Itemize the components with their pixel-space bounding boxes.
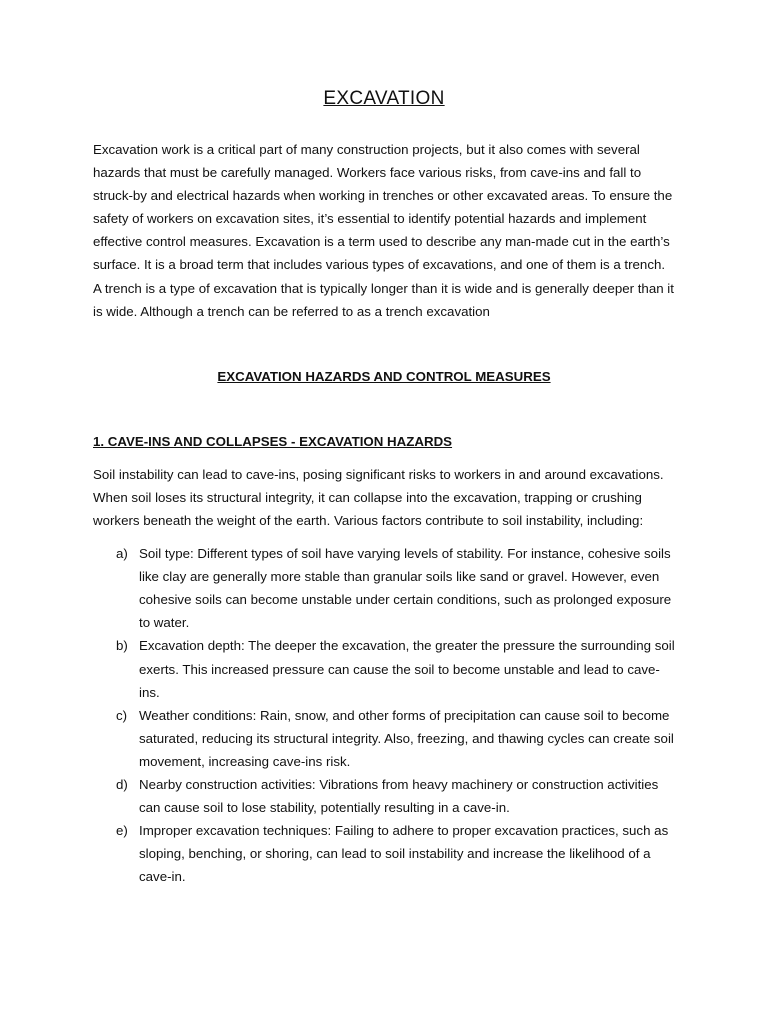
subsection-paragraph: Soil instability can lead to cave-ins, posing significant risks to workers in and around excavations. When soil loses its structural integrity, it can collapse into the excavation, trapping or crushing workers beneath the weight of the earth. Various factors contribute to soil instability, including: [93,466,664,528]
list-marker: b) [116,638,128,654]
subsection-heading: 1. CAVE-INS AND COLLAPSES - EXCAVATION HAZARDS [93,433,453,449]
list-marker: c) [116,707,128,723]
list-item-text: Excavation depth: The deeper the excavation, the greater the pressure the surrounding soil exerts. This increased pressure can cause the soil to become unstable and lead to cave-ins. [139,638,675,700]
list-item-improper-techniques [93,819,675,888]
list-item-text: Weather conditions: Rain, snow, and other forms of precipitation can cause soil to become saturated, reducing its structural integrity. Also, freezing, and thawing cycles can create soil movement, increasing cave-ins risk. [139,707,674,769]
list-marker: e) [116,823,128,839]
list-item-weather-conditions [93,704,675,773]
list-marker: a) [116,546,128,562]
section-heading: EXCAVATION HAZARDS AND CONTROL MEASURES [217,368,551,384]
list-marker: d) [116,776,128,792]
list-item-text: Soil type: Different types of soil have varying levels of stability. For instance, cohesive soils like clay are generally more stable than granular soils like sand or gravel. However, even cohesive soils can become unstable under certain conditions, such as prolonged exposure to water. [139,546,672,631]
intro-paragraph: Excavation work is a critical part of many construction projects, but it also comes with several hazards that must be carefully managed. Workers face various risks, from cave-ins and fall to struck-by and electrical hazards when working in trenches or other excavated areas. To ensure the safety of workers on excavation sites, it’s essential to identify potential hazards and implement effective control measures. Excavation is a term used to describe any man-made cut in the earth’s surface. It is a broad term that includes various types of excavations, and one of them is a trench. A trench is a type of excavation that is typically longer than it is wide and is generally deeper than it is wide. Although a trench can be referred to as a trench excavation [93,142,674,319]
document-title: EXCAVATION [323,88,445,109]
factor-list [93,542,675,888]
list-item-soil-type [93,542,675,634]
list-item-nearby-construction [93,773,675,819]
list-item-text: Improper excavation techniques: Failing to adhere to proper excavation practices, such as sloping, benching, or shoring, can lead to soil instability and increase the likelihood of a cave-in. [139,823,669,885]
list-item-excavation-depth [93,634,675,703]
list-item-text: Nearby construction activities: Vibrations from heavy machinery or construction activities can cause soil to lose stability, potentially resulting in a cave-in. [139,776,659,816]
